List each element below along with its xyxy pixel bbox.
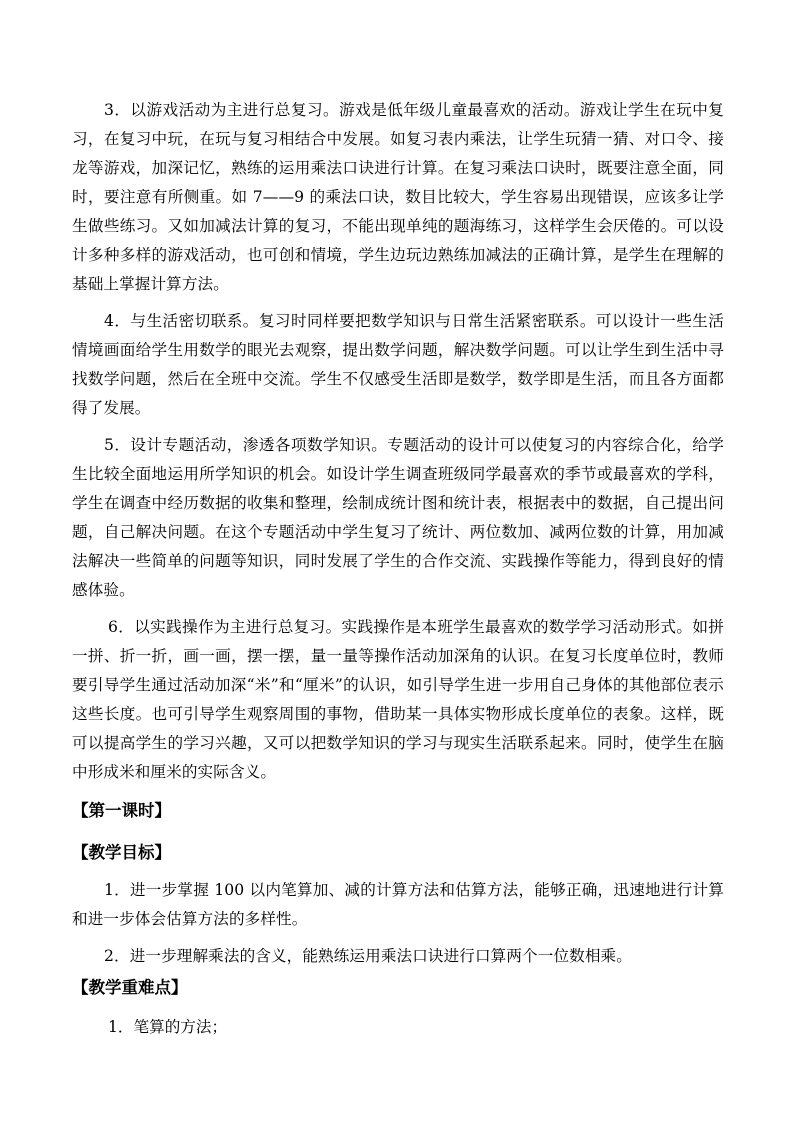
document-page	[72, 96, 724, 1042]
paragraph-topic-activity: 5．设计专题活动，渗透各项数学知识。专题活动的设计可以使复习的内容综合化，给学生比较全面地运用所学知识的机会。如设计学生调查班级同学最喜欢的季节或最喜欢的学科，学生在调查中经历数据的收集和整理，绘制成统计图和统计表，根据表中的数据，自己提出问题，自己解决问题。在这个专题活动中学生复习了统计、两位数加、减两位数的计算，用加减法解决一些简单的问题等知识，同时发展了学生的合作交流、实践操作等能力，得到良好的情感体验。	[72, 436, 724, 599]
paragraph-life-connection: 4．与生活密切联系。复习时同样要把数学知识与日常生活紧密联系。可以设计一些生活情境画面给学生用数学的眼光去观察，提出数学问题，解决数学问题。可以让学生到生活中寻找数学问题，然后在全班中交流。学生不仅感受生活即是数学，数学即是生活，而且各方面都得了发展。	[72, 312, 724, 417]
paragraph-game-review: 3．以游戏活动为主进行总复习。游戏是低年级儿童最喜欢的活动。游戏让学生在玩中复习，在复习中玩，在玩与复习相结合中发展。如复习表内乘法，让学生玩猜一猜、对口令、接龙等游戏，加深记忆，熟练的运用乘法口诀进行计算。在复习乘法口诀时，既要注意全面，同时，要注意有所侧重。如 7——9 的乘法口诀，数目比较大，学生容易出现错误，应该多让学生做些练习。又如加减法计算的复习，不能出现单纯的题海练习，这样学生会厌倦的。可以设计多种多样的游戏活动，也可创和情境，学生边玩边熟练加减法的正确计算，是学生在理解的基础上掌握计算方法。	[72, 101, 724, 293]
heading-teaching-goals: 【教学目标】	[72, 843, 171, 862]
heading-key-points: 【教学重难点】	[72, 978, 188, 997]
paragraph-practice-operation: 6．以实践操作为主进行总复习。实践操作是本班学生最喜欢的数学学习活动形式。如拼一拼、折一折，画一画，摆一摆，量一量等操作活动加深角的认识。在复习长度单位时，教师要引导学生通过活动加深“米”和“厘米”的认识，如引导学生进一步用自己身体的其他部位表示这些长度。也可引导学生观察周围的事物，借助某一具体实物形成长度单位的表象。这样，既可以提高学生的学习兴趣，又可以把数学知识的学习与现实生活联系起来。同时，使学生在脑中形成米和厘米的实际含义。	[72, 618, 724, 781]
goal-item-2: 2．进一步理解乘法的含义，能熟练运用乘法口诀进行口算两个一位数相乘。	[104, 947, 632, 965]
goal-item-1: 1．进一步掌握 100 以内笔算加、减的计算方法和估算方法，能够正确，迅速地进行计算和进一步体会估算方法的多样性。	[72, 881, 724, 928]
keypoint-item-1: 1．笔算的方法；	[108, 1018, 228, 1036]
heading-first-lesson: 【第一课时】	[72, 801, 171, 820]
